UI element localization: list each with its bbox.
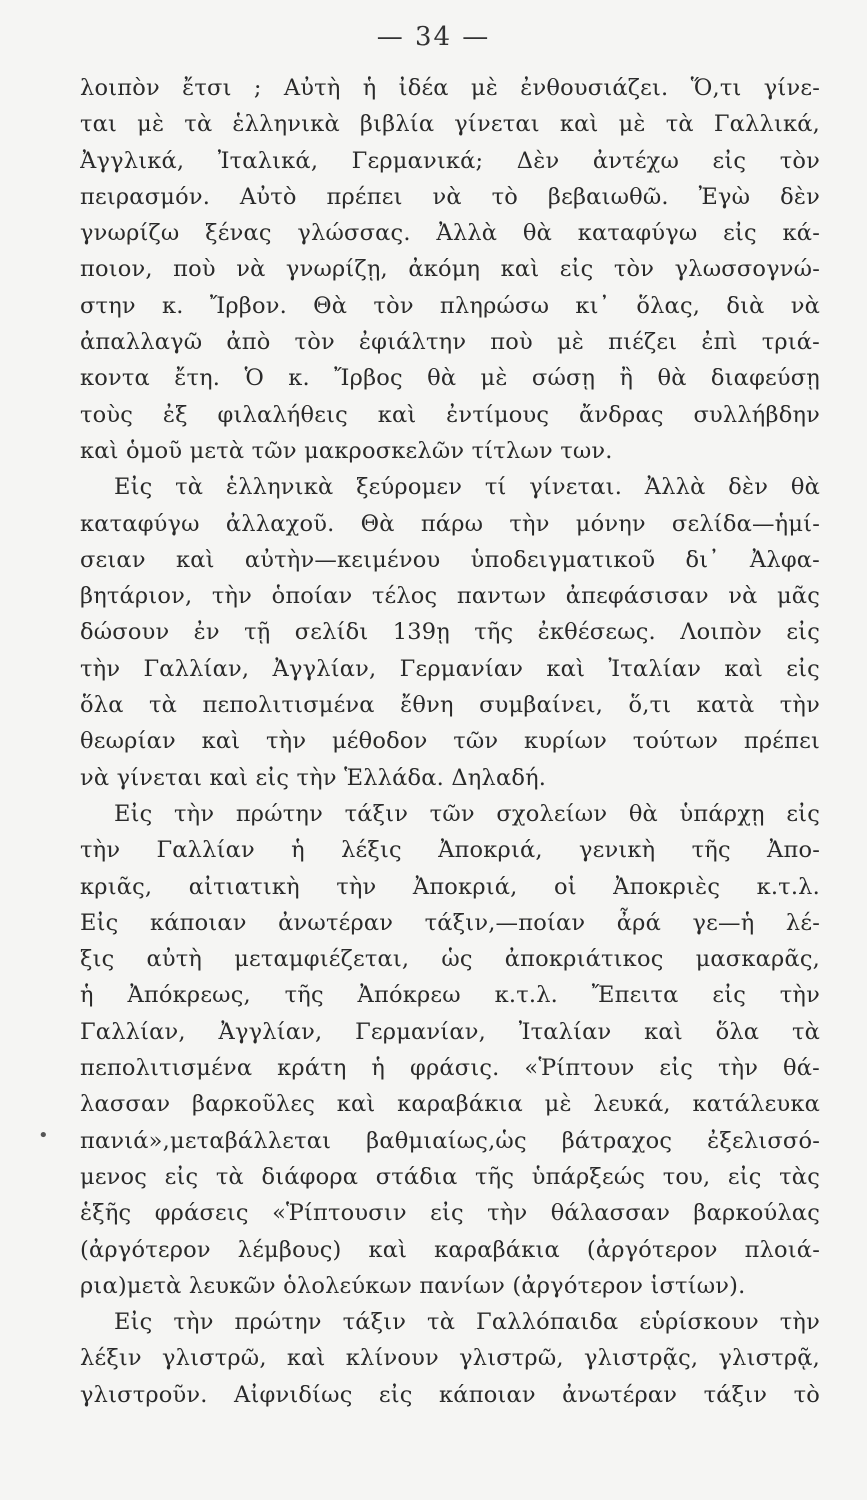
text-line: Εἰς τὰ ἑλληνικὰ ξεύρομεν τί γίνεται. Ἀλλὰ δὲν θὰ: [114, 474, 820, 501]
text-line: θεωρίαν καὶ τὴν μέθοδον τῶν κυρίων τούτων πρέπει: [80, 728, 820, 755]
text-line: καὶ ὁμοῦ μετὰ τῶν μακροσκελῶν τίτλων των.: [80, 437, 613, 464]
text-line: βητάριον, τὴν ὁποίαν τέλος παντων ἀπεφάσισαν νὰ μᾶς: [80, 583, 820, 610]
text-line: πεπολιτισμένα κράτη ἡ φράσις. «Ῥίπτουν εἰς τὴν θά-: [80, 1055, 820, 1082]
text-line: Εἰς κάποιαν ἀνωτέραν τάξιν,—ποίαν ἆρά γε—ἡ λέ-: [80, 909, 820, 936]
text-line: ρια)μετὰ λευκῶν ὁλολεύκων πανίων (ἀργότερον ἱστίων).: [80, 1272, 746, 1299]
body-text: [80, 70, 820, 1413]
text-line: ἑξῆς φράσεις «Ῥίπτουσιν εἰς τὴν θάλασσαν βαρκούλας: [80, 1200, 820, 1227]
text-line: τοὺς ἐξ φιλαλήθεις καὶ ἐντίμους ἄνδρας συλλήβδην: [80, 401, 820, 428]
text-line: ἡ Ἀπόκρεως, τῆς Ἀπόκρεω κ.τ.λ. Ἔπειτα εἰς τὴν: [80, 982, 820, 1009]
text-line: στην κ. Ἴρβον. Θὰ τὸν πληρώσω κι᾽ ὅλας, διὰ νὰ: [80, 292, 820, 319]
text-line: κριᾶς, αἰτιατικὴ τὴν Ἀποκριά, οἱ Ἀποκριὲς κ.τ.λ.: [80, 873, 820, 900]
text-line: γλιστροῦν. Αἰφνιδίως εἰς κάποιαν ἀνωτέραν τάξιν τὸ: [80, 1381, 820, 1408]
text-line: Γαλλίαν, Ἀγγλίαν, Γερμανίαν, Ἰταλίαν καὶ ὅλα τὰ: [80, 1018, 820, 1045]
text-line: (ἀργότερον λέμβους) καὶ καραβάκια (ἀργότερον πλοιά-: [80, 1236, 820, 1263]
text-line: ποιον, ποὺ νὰ γνωρίζῃ, ἀκόμη καὶ εἰς τὸν γλωσσογνώ-: [80, 256, 820, 283]
page-number: — 34 —: [376, 22, 491, 52]
text-line: κοντα ἔτη. Ὁ κ. Ἴρβος θὰ μὲ σώσῃ ἢ θὰ διαφεύσῃ: [80, 365, 820, 392]
text-line: Εἰς τὴν πρώτην τάξιν τὰ Γαλλόπαιδα εὑρίσκουν τὴν: [114, 1309, 820, 1336]
text-line: πειρασμόν. Αὐτὸ πρέπει νὰ τὸ βεβαιωθῶ. Ἐγὼ δὲν: [80, 183, 820, 210]
text-line: δώσουν ἐν τῇ σελίδι 139ῃ τῆς ἐκθέσεως. Λοιπὸν εἰς: [80, 619, 820, 646]
margin-mark: •: [38, 1125, 49, 1146]
text-line: νὰ γίνεται καὶ εἰς τὴν Ἑλλάδα. Δηλαδή.: [80, 764, 547, 791]
text-line: λέξιν γλιστρῶ, καὶ κλίνουν γλιστρῶ, γλιστρᾷς, γλιστρᾷ,: [80, 1345, 820, 1372]
text-line: ἀπαλλαγῶ ἀπὸ τὸν ἐφιάλτην ποὺ μὲ πιέζει ἐπὶ τριά-: [80, 329, 820, 356]
text-line: τὴν Γαλλίαν ἡ λέξις Ἀποκριά, γενικὴ τῆς Ἀπο-: [80, 837, 820, 864]
text-line: λασσαν βαρκοῦλες καὶ καραβάκια μὲ λευκά, κατάλευκα: [80, 1091, 820, 1118]
text-line: ται μὲ τὰ ἑλληνικὰ βιβλία γίνεται καὶ μὲ τὰ Γαλλικά,: [80, 111, 820, 138]
text-line: τὴν Γαλλίαν, Ἀγγλίαν, Γερμανίαν καὶ Ἰταλίαν καὶ εἰς: [80, 655, 820, 682]
text-line: καταφύγω ἀλλαχοῦ. Θὰ πάρω τὴν μόνην σελίδα—ἡμί-: [80, 510, 820, 537]
text-line: ξις αὐτὴ μεταμφιέζεται, ὡς ἀποκριάτικος μασκαρᾶς,: [80, 946, 820, 973]
text-line: Ἀγγλικά, Ἰταλικά, Γερμανικά; Δὲν ἀντέχω εἰς τὸν: [80, 147, 820, 174]
text-line: πανιά»,μεταβάλλεται βαθμιαίως,ὡς βάτραχος ἐξελισσό-: [80, 1127, 820, 1154]
text-line: λοιπὸν ἔτσι ; Αὐτὴ ἡ ἰδέα μὲ ἐνθουσιάζει. Ὅ,τι γίνε-: [80, 75, 820, 101]
text-line: ὅλα τὰ πεπολιτισμένα ἔθνη συμβαίνει, ὅ,τι κατὰ τὴν: [80, 692, 820, 719]
text-line: Εἰς τὴν πρώτην τάξιν τῶν σχολείων θὰ ὑπάρχῃ εἰς: [114, 800, 820, 827]
text-line: γνωρίζω ξένας γλώσσας. Ἀλλὰ θὰ καταφύγω εἰς κά-: [80, 220, 820, 247]
text-line: μενος εἰς τὰ διάφορα στάδια τῆς ὑπάρξεώς του, εἰς τὰς: [80, 1163, 820, 1190]
text-line: σειαν καὶ αὐτὴν—κειμένου ὑποδειγματικοῦ δι᾽ Ἀλφα-: [80, 546, 820, 573]
